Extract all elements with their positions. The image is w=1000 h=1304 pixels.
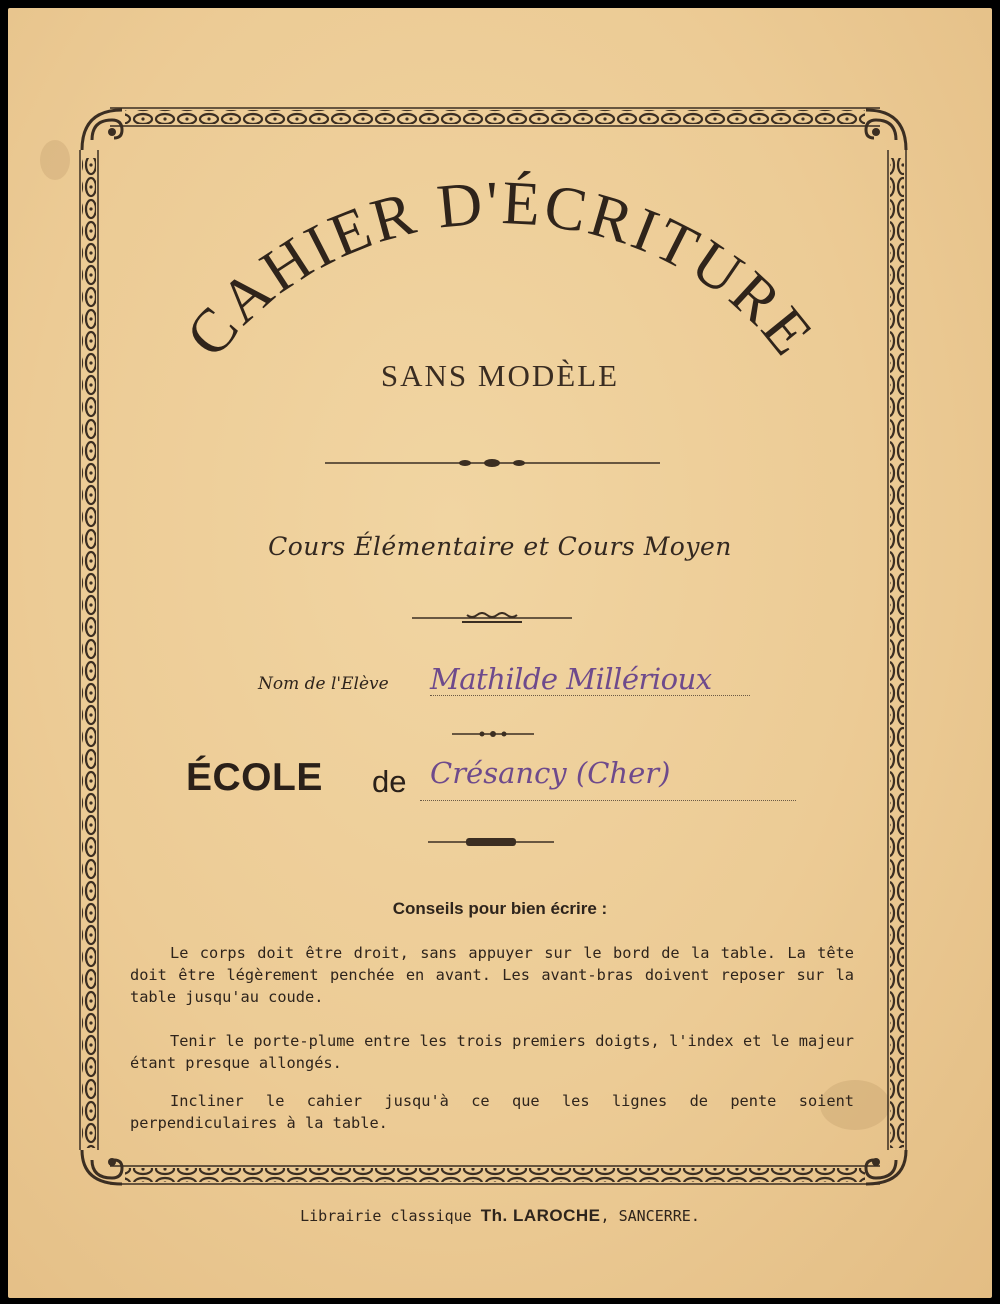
divider-ornament xyxy=(428,836,554,848)
footer-prefix: Librairie classique xyxy=(300,1207,472,1225)
courses-heading: Cours Élémentaire et Cours Moyen xyxy=(268,532,732,561)
name-line xyxy=(430,695,750,696)
publisher-footer xyxy=(0,1206,1000,1226)
advice-paragraph: Tenir le porte-plume entre les trois premiers doigts, l'index et le majeur étant presque allongés. xyxy=(130,1032,854,1072)
student-name-label: Nom de l'Elève xyxy=(258,674,389,694)
school-label: ÉCOLE xyxy=(186,756,323,799)
advice-title: Conseils pour bien écrire : xyxy=(392,899,608,918)
divider-ornament xyxy=(325,456,660,470)
svg-text:CAHIER D'ÉCRITURE xyxy=(173,169,827,370)
divider-ornament xyxy=(452,729,534,739)
school-value: Crésancy (Cher) xyxy=(430,756,671,790)
advice-paragraph: Incliner le cahier jusqu'à ce que les lignes de pente soient perpendiculaires à la table. xyxy=(130,1092,854,1132)
student-name-value: Mathilde Millérioux xyxy=(430,662,712,696)
advice-paragraph: Le corps doit être droit, sans appuyer sur le bord de la table. La tête doit être légèrement penchée en avant. Les avant-bras doivent reposer sur la table jusqu'au coude. xyxy=(130,944,854,1006)
title-arch xyxy=(130,150,870,440)
school-line xyxy=(420,800,796,801)
footer-suffix: , SANCERRE. xyxy=(600,1207,700,1225)
cover-title: CAHIER D'ÉCRITURE xyxy=(173,169,827,370)
cover-subtitle: SANS MODÈLE xyxy=(380,358,620,393)
footer-publisher: Th. LAROCHE xyxy=(480,1206,601,1225)
divider-ornament xyxy=(412,612,572,624)
school-de: de xyxy=(372,764,407,799)
